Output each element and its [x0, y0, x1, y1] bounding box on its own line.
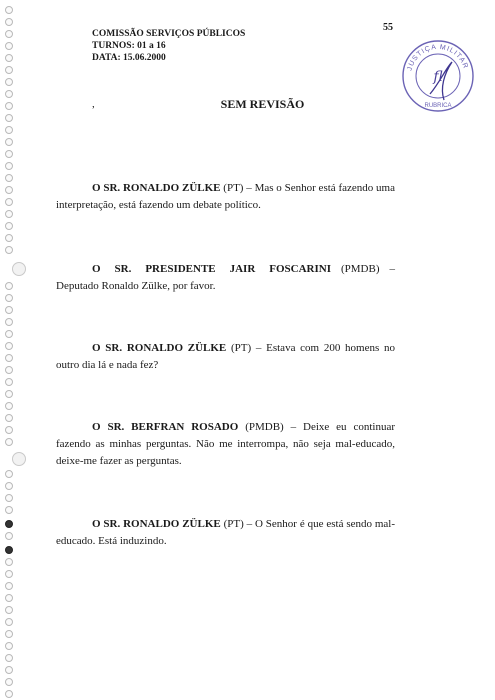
header-date: DATA: 15.06.2000 [92, 53, 166, 63]
speaker-name: O SR. RONALDO ZÜLKE [92, 342, 227, 354]
speaker-name: O SR. RONALDO ZÜLKE [92, 518, 221, 530]
speaker-party: (PMDB) – [331, 263, 395, 275]
stray-mark: , [92, 98, 95, 110]
stamp-bottom-text: RUBRICA [424, 103, 452, 109]
speaker-name: O SR. PRESIDENTE JAIR FOSCARINI [92, 263, 332, 275]
page-number: 55 [383, 22, 393, 33]
speech-2 [56, 261, 395, 295]
speech-text: Deixe eu continuar fazendo as minhas perguntas. Não me interrompa, não seja mal-educado, deixe-me fazer as perguntas. [56, 421, 395, 467]
document-title: SEM REVISÃO [220, 97, 305, 111]
header-committee: COMISSÃO SERVIÇOS PÚBLICOS [92, 29, 246, 39]
speech-text: Deputado Ronaldo Zülke, por favor. [56, 280, 216, 292]
document-header [92, 28, 245, 64]
speaker-party: (PT) – [226, 342, 267, 354]
speech-4 [56, 419, 395, 470]
header-turns: TURNOS: 01 a 16 [92, 41, 166, 51]
stamp-ring-text: JUSTIÇA MILITAR [406, 43, 470, 72]
speech-text: Estava com 200 homens no outro dia lá e nada fez? [56, 342, 395, 371]
speech-text: Mas o Senhor está fazendo uma interpretação, está fazendo um debate político. [56, 182, 395, 211]
speaker-party: (PT) – [220, 182, 255, 194]
speech-3 [56, 340, 395, 374]
speaker-party: (PMDB) – [238, 421, 303, 433]
speech-5 [56, 516, 395, 550]
speaker-name: O SR. BERFRAN ROSADO [92, 421, 239, 433]
speech-1 [56, 180, 395, 214]
speech-text: O Senhor é que está sendo mal-educado. Está induzindo. [56, 518, 396, 547]
stamp-center-text: fl [433, 69, 443, 85]
speaker-name: O SR. RONALDO ZÜLKE [92, 182, 221, 194]
speaker-party: (PT) – [220, 518, 255, 530]
